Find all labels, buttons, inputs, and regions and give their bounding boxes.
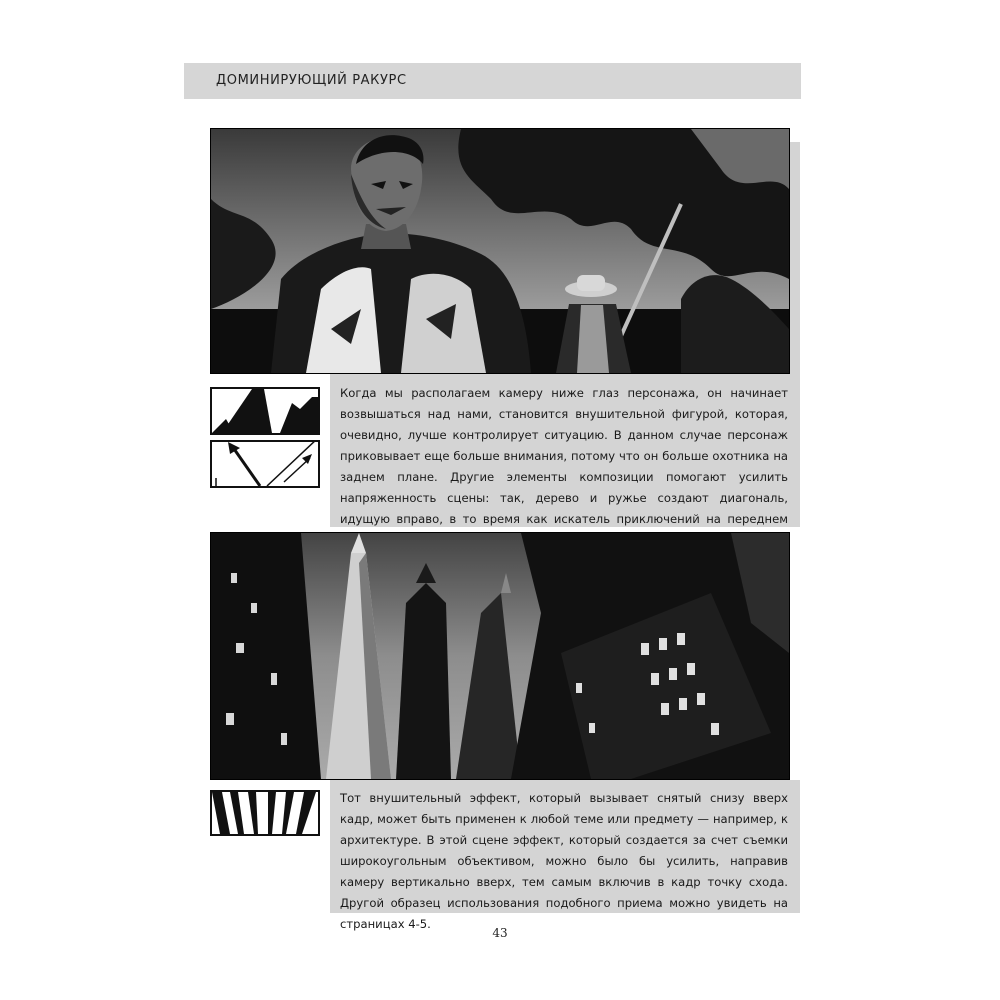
section2-paragraph: Тот внушительный эффект, который вызывает снятый снизу вверх кадр, может быть применен к любой теме или предмету — например, к архитектуре. В этой сцене эффект, который создается за счет съемки широкоугольным объективом, можно было бы усилить, направив камеру вертикально вверх, тем самым включив в кадр точку схода. Другой образец использования подобного приема можно увидеть на страницах 4-5. bbox=[340, 791, 788, 931]
chapter-header bbox=[184, 63, 801, 99]
vanishing-lines-icon bbox=[210, 790, 320, 836]
jungle-hero-illustration bbox=[210, 128, 790, 374]
city-low-angle-illustration bbox=[210, 532, 790, 780]
section1-paragraph: Когда мы располагаем камеру ниже глаз персонажа, он начинает возвышаться над нами, становится внушительной фигурой, которая, очевидно, лучше контролирует ситуацию. В данном случае персонаж приковывает еще больше внимания, потому что он больше охотника на заднем плане. Другие элементы композиции помогают усилить напряженность сцены: так, дерево и ружье создают диагональ, идущую вправо, в то время как искатель приключений на переднем bbox=[340, 386, 788, 526]
diagonal-arrows-icon bbox=[210, 440, 320, 488]
chapter-title: ДОМИНИРУЮЩИЙ РАКУРС bbox=[216, 73, 407, 88]
page-number: 43 bbox=[492, 926, 508, 940]
composition-shape-icon bbox=[210, 387, 320, 435]
